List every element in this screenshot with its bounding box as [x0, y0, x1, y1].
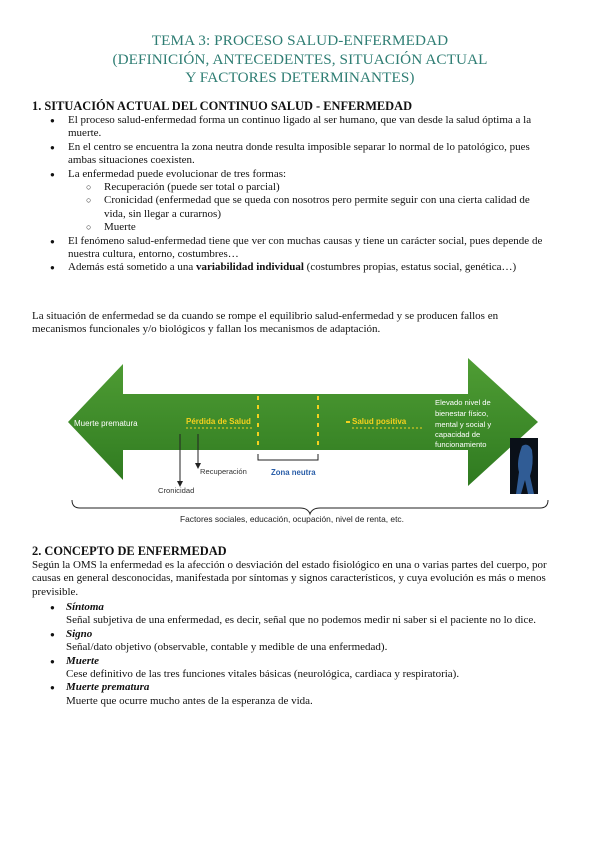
neutral-zone-label: Zona neutra — [271, 468, 316, 477]
definition-term: ● Signo — [66, 627, 93, 640]
sub-item: ○ Recuperación (puede ser total o parcial) — [86, 181, 550, 194]
recovery-label: Recuperación — [200, 467, 247, 476]
definition-term: ● Síntoma — [66, 601, 104, 613]
definition-desc: Señal/dato objetivo (observable, contable y medible de una enfermedad). — [66, 641, 388, 654]
disease-definition: Según la OMS la enfermedad es la afección o desviación del estado fisiológico en una o varias partes del cuerpo, por causas en general desconocidas, manifestada por síntomas y signos característicos, y cuya evolución es más o menos previsible. — [32, 559, 547, 598]
bullet-item: ● El fenómeno salud-enfermedad tiene que ver con muchas causas y tiene un carácter social, pues depende de nuestra cultura, entorno, costumbres… — [50, 235, 550, 262]
chronicity-label: Cronicidad — [158, 486, 195, 495]
section-2-heading: 2. CONCEPTO DE ENFERMEDAD — [32, 544, 227, 558]
definition-item — [50, 628, 552, 655]
premature-death-label: Muerte prematura — [74, 419, 138, 428]
definitions-list — [50, 601, 552, 708]
wellbeing-line: capacidad de — [435, 430, 481, 439]
wellbeing-line: bienestar físico, — [435, 409, 489, 418]
wellbeing-line: funcionamiento — [435, 440, 487, 449]
definition-item — [50, 601, 552, 628]
definition-term: ● Muerte prematura — [66, 681, 150, 694]
positive-health-label: Salud positiva — [352, 417, 407, 426]
neutral-zone-bracket — [258, 454, 318, 460]
health-loss-label: Pérdida de Salud — [186, 417, 251, 426]
bullet-text: Además está sometido a una — [68, 261, 196, 274]
document-title — [40, 32, 560, 88]
health-continuum-diagram — [68, 350, 552, 528]
factors-label: Factores sociales, educación, ocupación, nivel de renta, etc. — [180, 514, 404, 524]
definition-desc: Muerte que ocurre mucho antes de la esperanza de vida. — [66, 694, 313, 707]
section-1-bullets — [50, 114, 550, 275]
wellbeing-line: Elevado nivel de — [435, 398, 491, 407]
bullet-bold-text: variabilidad individual — [196, 261, 304, 274]
bullet-item — [50, 261, 550, 274]
title-line-1: TEMA 3: PROCESO SALUD-ENFERMEDAD — [151, 32, 449, 49]
section-1-heading: 1. SITUACIÓN ACTUAL DEL CONTINUO SALUD - ENFERMEDAD — [32, 99, 413, 113]
intro-paragraph: La situación de enfermedad se da cuando se rompe el equilibrio salud-enfermedad y se producen fallos en mecanismos funcionales y/o biológicos y fallan los mecanismos de adaptación. — [32, 310, 499, 336]
definition-item — [50, 681, 552, 708]
bullet-text: La enfermedad puede evolucionar de tres formas: — [68, 167, 287, 180]
title-line-2: (DEFINICIÓN, ANTECEDENTES, SITUACIÓN ACTUAL — [112, 50, 488, 68]
sub-item: ○ Muerte — [86, 221, 550, 234]
sub-item: ○ Cronicidad (enfermedad que se queda con nosotros pero permite seguir con una cierta calidad de vida, sin llegar a curarnos) — [86, 194, 550, 221]
wellbeing-line: mental y social y — [435, 420, 492, 429]
bullet-item — [50, 168, 550, 235]
definition-desc: Señal subjetiva de una enfermedad, es decir, señal que no podemos medir ni saber si el paciente no lo dice. — [66, 614, 536, 627]
definition-term: ● Muerte — [66, 654, 99, 667]
bullet-item: ● El proceso salud-enfermedad forma un continuo ligado al ser humano, que van desde la salud óptima a la muerte. — [50, 114, 550, 141]
title-line-3: Y FACTORES DETERMINANTES) — [185, 69, 415, 86]
definition-desc: Cese definitivo de las tres funciones vitales básicas (neurológica, cardiaca y respiratoria). — [66, 668, 460, 681]
bullet-text: (costumbres propias, estatus social, genética…) — [303, 261, 517, 274]
factors-brace — [72, 500, 548, 514]
wellbeing-description — [435, 398, 491, 449]
bullet-item: ● En el centro se encuentra la zona neutra donde resulta imposible separar lo normal de lo patológico, pues ambas situaciones coexisten. — [50, 141, 550, 168]
definition-item — [50, 655, 552, 682]
evolution-sublist — [86, 181, 550, 235]
